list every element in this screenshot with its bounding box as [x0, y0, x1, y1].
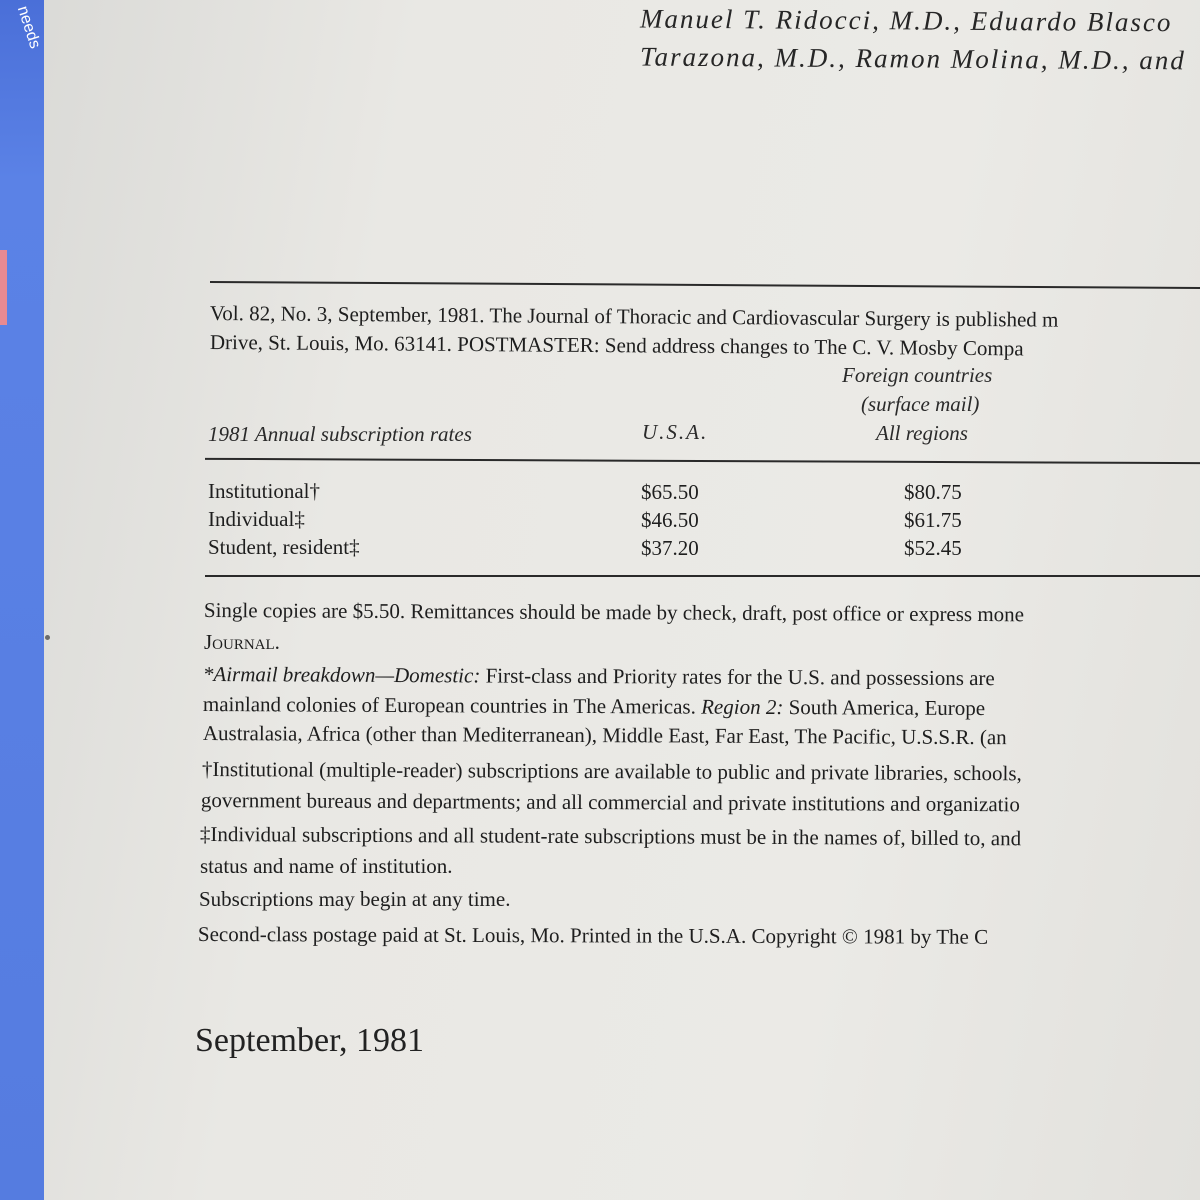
row-label-student: Student, resident‡ [208, 535, 360, 559]
foreign-header-3: All regions [876, 421, 968, 445]
row-label-institutional: Institutional† [208, 479, 320, 503]
foreign-header-1: Foreign countries [842, 363, 993, 387]
rates-caption: 1981 Annual subscription rates [208, 422, 472, 446]
spine-text: needs [13, 4, 44, 51]
adjacent-cover-spine [0, 0, 44, 1200]
row-foreign-institutional: $80.75 [904, 480, 962, 504]
row-usa-individual: $46.50 [641, 508, 699, 532]
author-line-2: Tarazona, M.D., Ramon Molina, M.D., and [639, 41, 1186, 76]
row-usa-student: $37.20 [641, 536, 699, 560]
row-foreign-individual: $61.75 [904, 508, 962, 532]
footer-date: September, 1981 [195, 1022, 425, 1059]
table-bottom-rule [205, 575, 1200, 577]
airmail-rest: First-class and Priority rates for the U.S. and possessions are [480, 663, 995, 691]
airmail-label: *Airmail breakdown—Domestic: [202, 662, 481, 688]
note-airmail-line-2 [203, 690, 985, 722]
note-postage: Second-class postage paid at St. Louis, Mo. Printed in the U.S.A. Copyright © 1981 by The C [197, 922, 989, 949]
note-single-copies: Single copies are $5.50. Remittances should be made by check, draft, post office or express mone [203, 598, 1025, 627]
foreign-header-2: (surface mail) [861, 392, 980, 416]
note-institutional-line-1: †Institutional (multiple-reader) subscriptions are available to public and private libraries, schools, [201, 757, 1022, 786]
author-list [640, 2, 1200, 78]
row-usa-institutional: $65.50 [641, 480, 699, 504]
masthead-top-rule [210, 281, 1200, 289]
page-speck [45, 635, 50, 640]
note-airmail-line-1 [203, 660, 995, 692]
row-label-individual: Individual‡ [208, 507, 305, 531]
note-begin-any-time: Subscriptions may begin at any time. [199, 887, 511, 911]
note-individual-line-2: status and name of institution. [200, 854, 453, 878]
note-institutional-line-2: government bureaus and departments; and all commercial and private institutions and organizatio [200, 788, 1020, 817]
note-journal: Journal. [204, 630, 280, 654]
author-line-1: Manuel T. Ridocci, M.D., Eduardo Blasco [639, 3, 1173, 38]
masthead-line-2: Drive, St. Louis, Mo. 63141. POSTMASTER: Send address changes to The C. V. Mosby Compa [209, 329, 1024, 361]
table-top-rule [205, 458, 1200, 464]
usa-header: U.S.A. [642, 420, 709, 444]
note-airmail-line-3: Australasia, Africa (other than Mediterranean), Middle East, Far East, The Pacific, U.S.S.R. (an [202, 721, 1007, 750]
masthead-line-1: Vol. 82, No. 3, September, 1981. The Journal of Thoracic and Cardiovascular Surgery is published m [209, 300, 1059, 332]
airmail-line-2b: South America, Europe [783, 695, 986, 721]
note-individual-line-1: ‡Individual subscriptions and all student-rate subscriptions must be in the names of, billed to, and [199, 822, 1022, 851]
spine-pink-stripe [0, 250, 7, 325]
row-foreign-student: $52.45 [904, 536, 962, 560]
region-2-label: Region 2: [701, 694, 784, 720]
airmail-line-2a: mainland colonies of European countries in The Americas. [202, 692, 702, 719]
